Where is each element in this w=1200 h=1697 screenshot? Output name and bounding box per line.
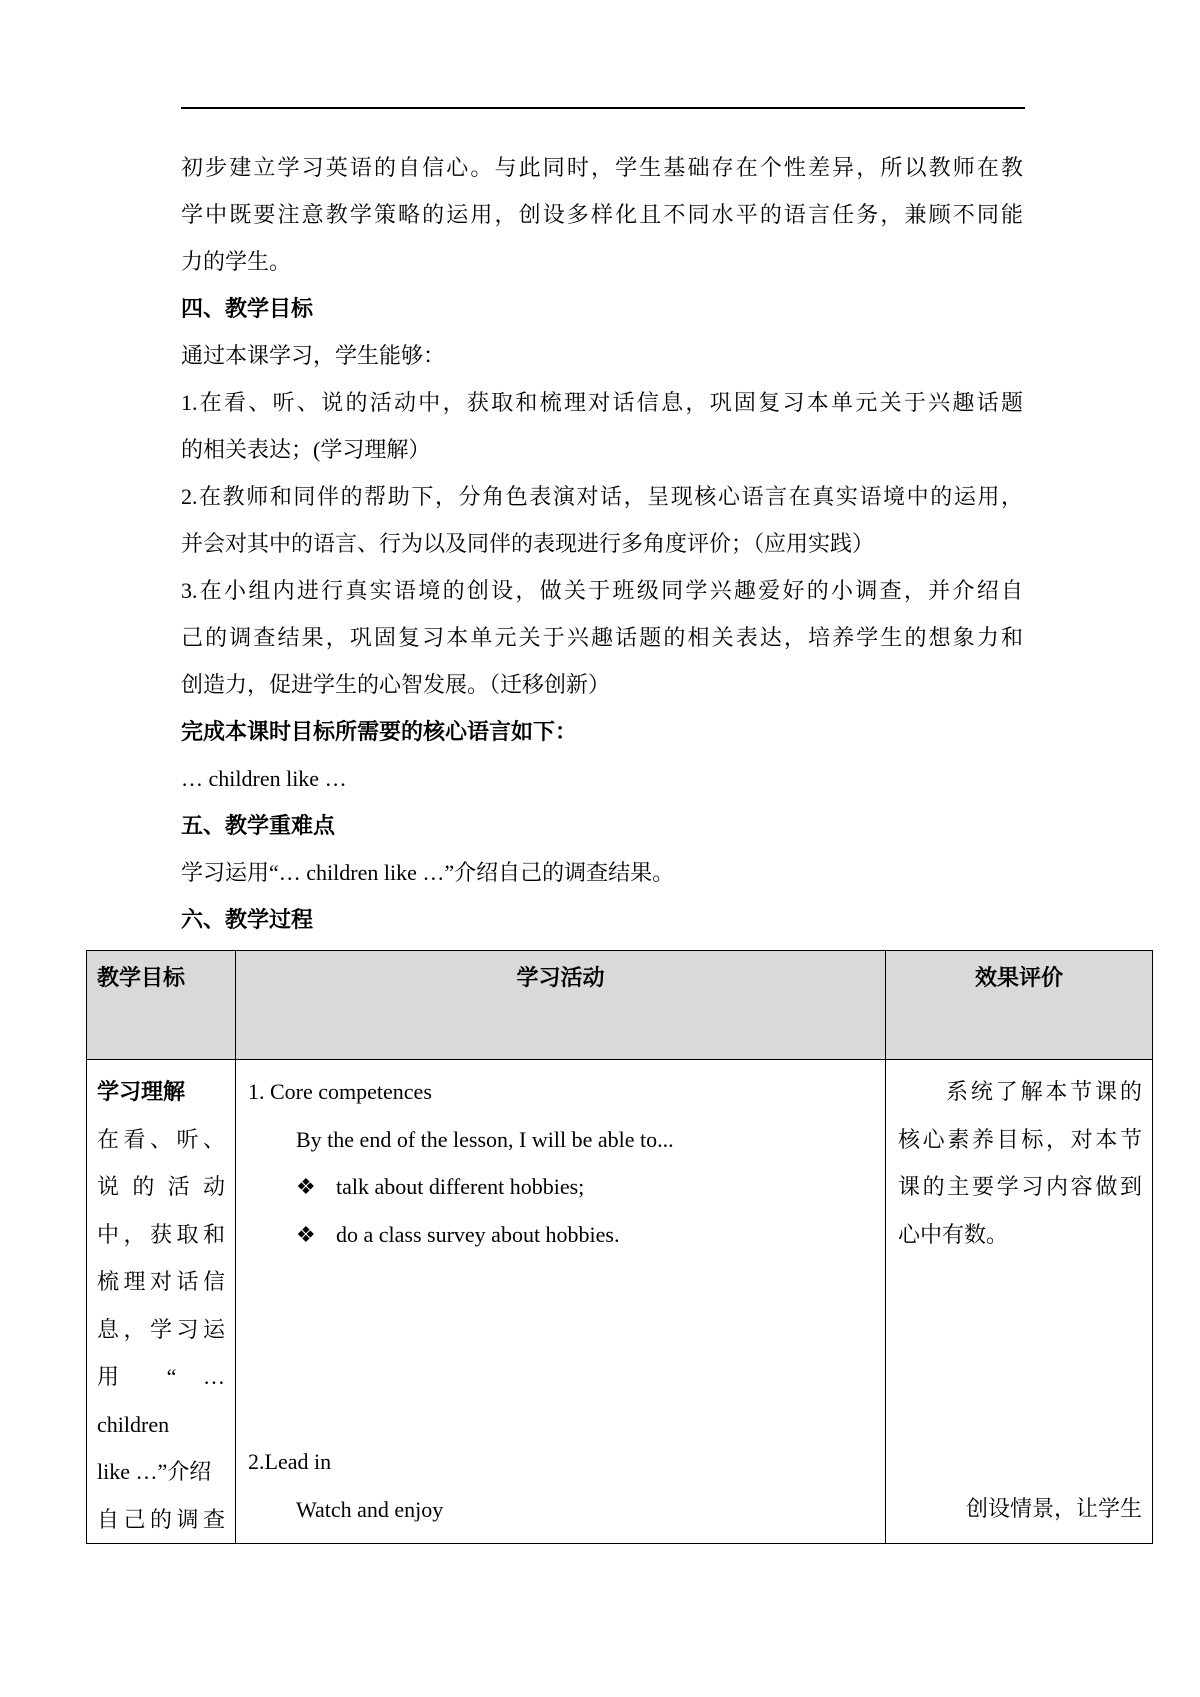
goal2-line-2: 并会对其中的语言、行为以及同伴的表现进行多角度评价；（应用实践） (181, 531, 875, 556)
activity-item2-title: 2.Lead in (248, 1449, 332, 1474)
goal1-line-1: 1.在看、听、说的活动中，获取和梳理对话信息，巩固复习本单元关于兴趣话题 (181, 390, 1023, 415)
header-activity-label: 学习活动 (516, 965, 605, 990)
activity-cell (236, 1060, 886, 1544)
activity-bullet-text: talk about different hobbies; (336, 1174, 585, 1199)
goal3-line-1: 3.在小组内进行真实语境的创设，做关于班级同学兴趣爱好的小调查，并介绍自 (181, 578, 1023, 603)
section4-lead: 通过本课学习，学生能够： (181, 343, 446, 368)
header-cell-goal (87, 951, 236, 1060)
evaluation-line: 课的主要学习内容做到 (898, 1174, 1142, 1199)
evaluation-line: 核心素养目标，对本节 (898, 1126, 1142, 1152)
header-goal-label: 教学目标 (97, 965, 186, 990)
goal1-line-2: 的相关表达；(学习理解） (181, 437, 431, 462)
goal-cell-line: 在看、听、 (97, 1126, 225, 1152)
diamond-bullet-icon: ❖ (296, 1221, 316, 1247)
evaluation-cell (886, 1060, 1153, 1544)
header-rule (181, 107, 1025, 109)
goal-cell-line: 中，获取和 (97, 1221, 225, 1247)
goal-cell-line: children (97, 1411, 170, 1437)
goal-cell-line: 息，学习运 (97, 1316, 225, 1342)
header-evaluation-label: 效果评价 (974, 965, 1063, 990)
goal-cell-line: 自己的调查 (97, 1506, 225, 1532)
diamond-bullet-icon: ❖ (296, 1174, 316, 1199)
activity-item2 (248, 1438, 443, 1533)
activity-bullet-text: do a class survey about hobbies. (336, 1221, 620, 1247)
goal-cell (87, 1060, 236, 1544)
core-language-heading: 完成本课时目标所需要的核心语言如下： (181, 719, 578, 744)
intro-line-2: 学中既要注意教学策略的运用，创设多样化且不同水平的语言任务，兼顾不同能 (181, 202, 1023, 227)
table-header-row (87, 951, 1153, 1060)
section6-heading: 六、教学过程 (181, 907, 314, 932)
activity-item1-title: 1. Core competences (248, 1079, 432, 1104)
header-cell-activity (236, 951, 886, 1060)
goal-cell-line: 梳理对话信 (97, 1269, 225, 1294)
section5-text: 学习运用“… children like …”介绍自己的调查结果。 (181, 860, 675, 885)
goal-cell-line: like …”介绍 (97, 1459, 212, 1484)
activity-item1-lead: By the end of the lesson, I will be able to... (296, 1126, 674, 1152)
goal3-line-3: 创造力，促进学生的心智发展。（迁移创新） (181, 672, 611, 697)
table-row (87, 1060, 1153, 1544)
goal3-line-2: 己的调查结果，巩固复习本单元关于兴趣话题的相关表达，培养学生的想象力和 (181, 625, 1023, 650)
goal-cell-title: 学习理解 (97, 1079, 186, 1104)
activity-bullet-item (248, 1211, 875, 1259)
teaching-process-table (86, 950, 1153, 1544)
core-language: … children like … (181, 766, 347, 791)
intro-line-3: 力的学生。 (181, 249, 292, 274)
evaluation-line: 系统了解本节课的 (946, 1079, 1142, 1104)
activity-bullet-item (248, 1163, 875, 1211)
goal2-line-1: 2.在教师和同伴的帮助下，分角色表演对话，呈现核心语言在真实语境中的运用， (181, 484, 1023, 509)
intro-line-1: 初步建立学习英语的自信心。与此同时，学生基础存在个性差异，所以教师在教 (181, 155, 1023, 180)
goal-cell-line: 说 的 活 动 (97, 1174, 225, 1199)
goal-cell-line: 用 “ … (97, 1364, 225, 1389)
header-cell-evaluation (886, 951, 1153, 1060)
section5-heading: 五、教学重难点 (181, 813, 336, 838)
section4-heading: 四、教学目标 (181, 296, 314, 321)
evaluation-line: 心中有数。 (898, 1221, 1009, 1247)
activity-item2-lead: Watch and enjoy (296, 1496, 444, 1522)
evaluation-lower-text: 创设情景，让学生 (965, 1496, 1142, 1521)
